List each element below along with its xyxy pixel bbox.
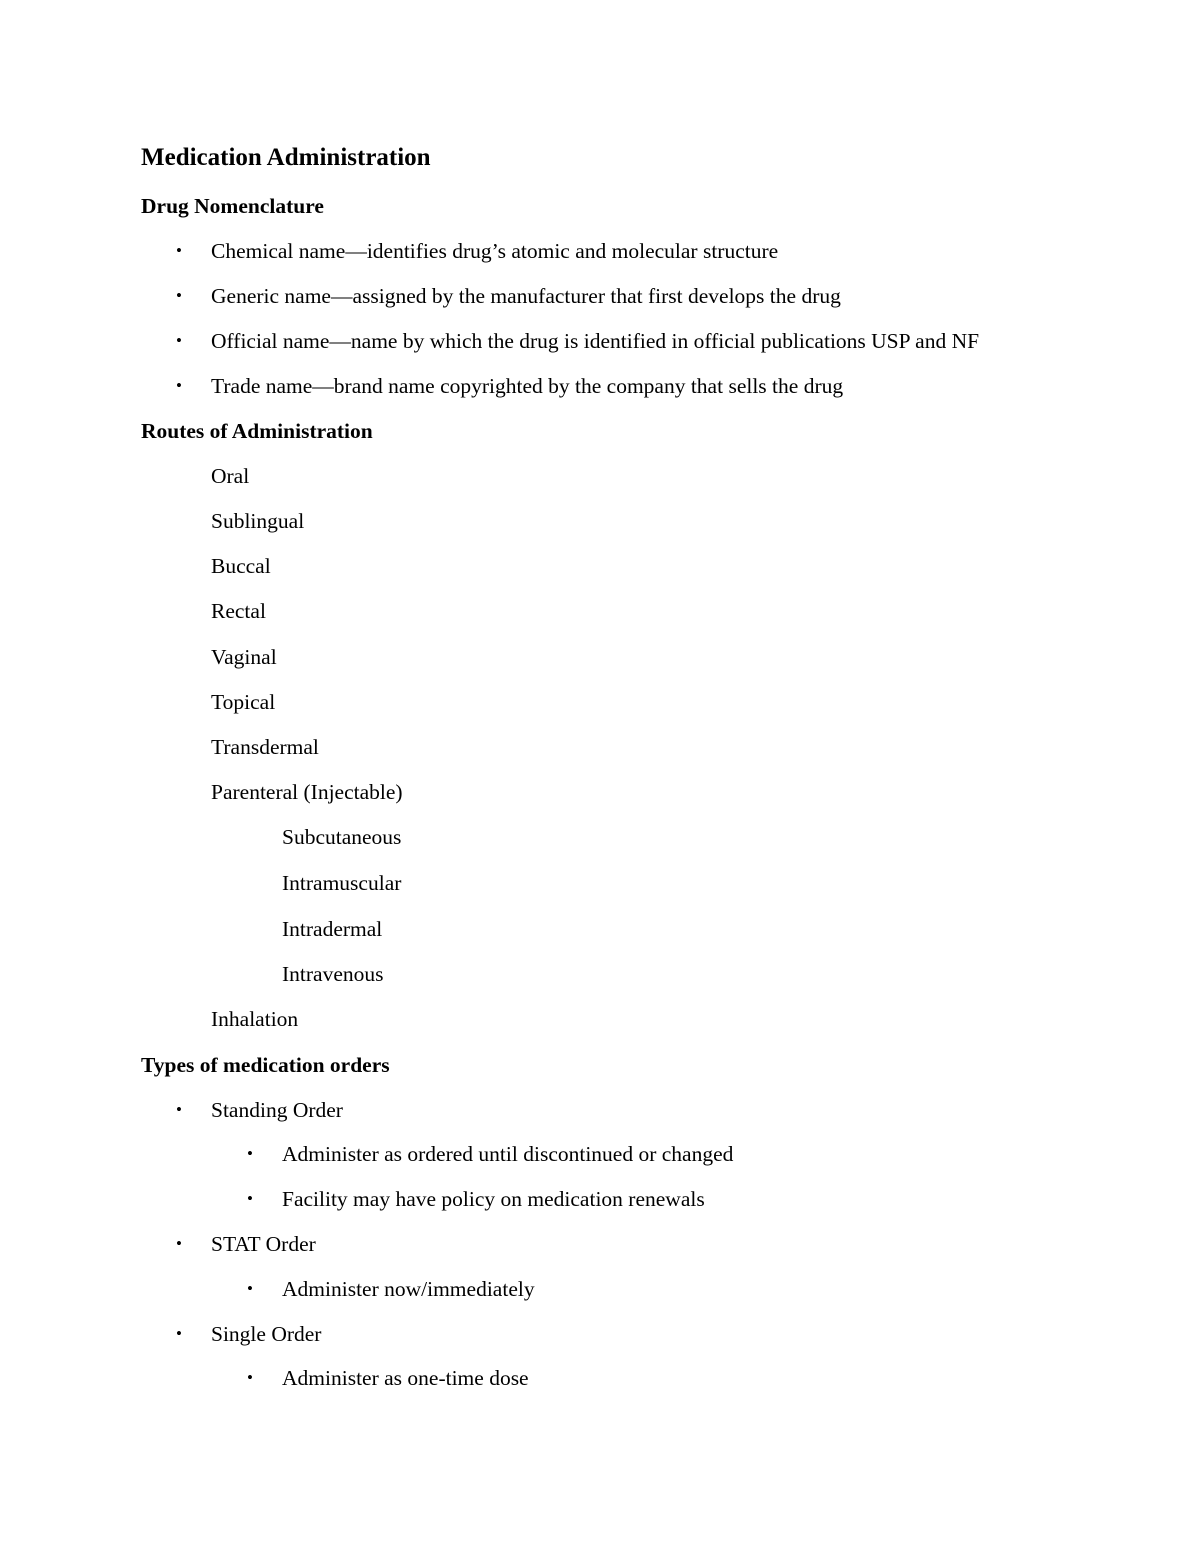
order-detail-item: Facility may have policy on medication renewals [282,1187,705,1211]
bullet-icon: • [176,286,182,305]
page-title: Medication Administration [141,144,431,171]
order-detail-item: Administer as ordered until discontinued or changed [282,1142,734,1166]
route-item: Transdermal [211,735,319,759]
route-item: Inhalation [211,1007,299,1031]
bullet-icon: • [176,241,182,260]
list-item: Generic name—assigned by the manufacturer that first develops the drug [211,284,841,308]
route-subitem: Intramuscular [282,871,402,895]
bullet-icon: • [176,1234,182,1253]
route-item: Buccal [211,554,271,578]
order-detail-item: Administer now/immediately [282,1277,535,1301]
section-heading-routes: Routes of Administration [141,419,373,443]
order-type-item: Single Order [211,1322,322,1346]
route-item: Parenteral (Injectable) [211,780,403,804]
order-detail-item: Administer as one-time dose [282,1366,529,1390]
bullet-icon: • [176,1324,182,1343]
route-item: Vaginal [211,645,277,669]
route-item: Oral [211,464,250,488]
order-type-item: STAT Order [211,1232,316,1256]
list-item: Trade name—brand name copyrighted by the company that sells the drug [211,374,844,398]
section-heading-orders: Types of medication orders [141,1053,390,1077]
route-item: Sublingual [211,509,305,533]
list-item: Chemical name—identifies drug’s atomic and molecular structure [211,239,779,263]
list-item: Official name—name by which the drug is identified in official publications USP and NF [211,329,980,353]
bullet-icon: • [247,1279,253,1298]
route-item: Rectal [211,599,266,623]
bullet-icon: • [247,1368,253,1387]
route-subitem: Intradermal [282,917,383,941]
route-item: Topical [211,690,276,714]
bullet-icon: • [247,1144,253,1163]
section-heading-nomenclature: Drug Nomenclature [141,194,324,218]
order-type-item: Standing Order [211,1098,343,1122]
bullet-icon: • [176,1100,182,1119]
bullet-icon: • [247,1189,253,1208]
bullet-icon: • [176,376,182,395]
route-subitem: Subcutaneous [282,825,402,849]
bullet-icon: • [176,331,182,350]
route-subitem: Intravenous [282,962,384,986]
